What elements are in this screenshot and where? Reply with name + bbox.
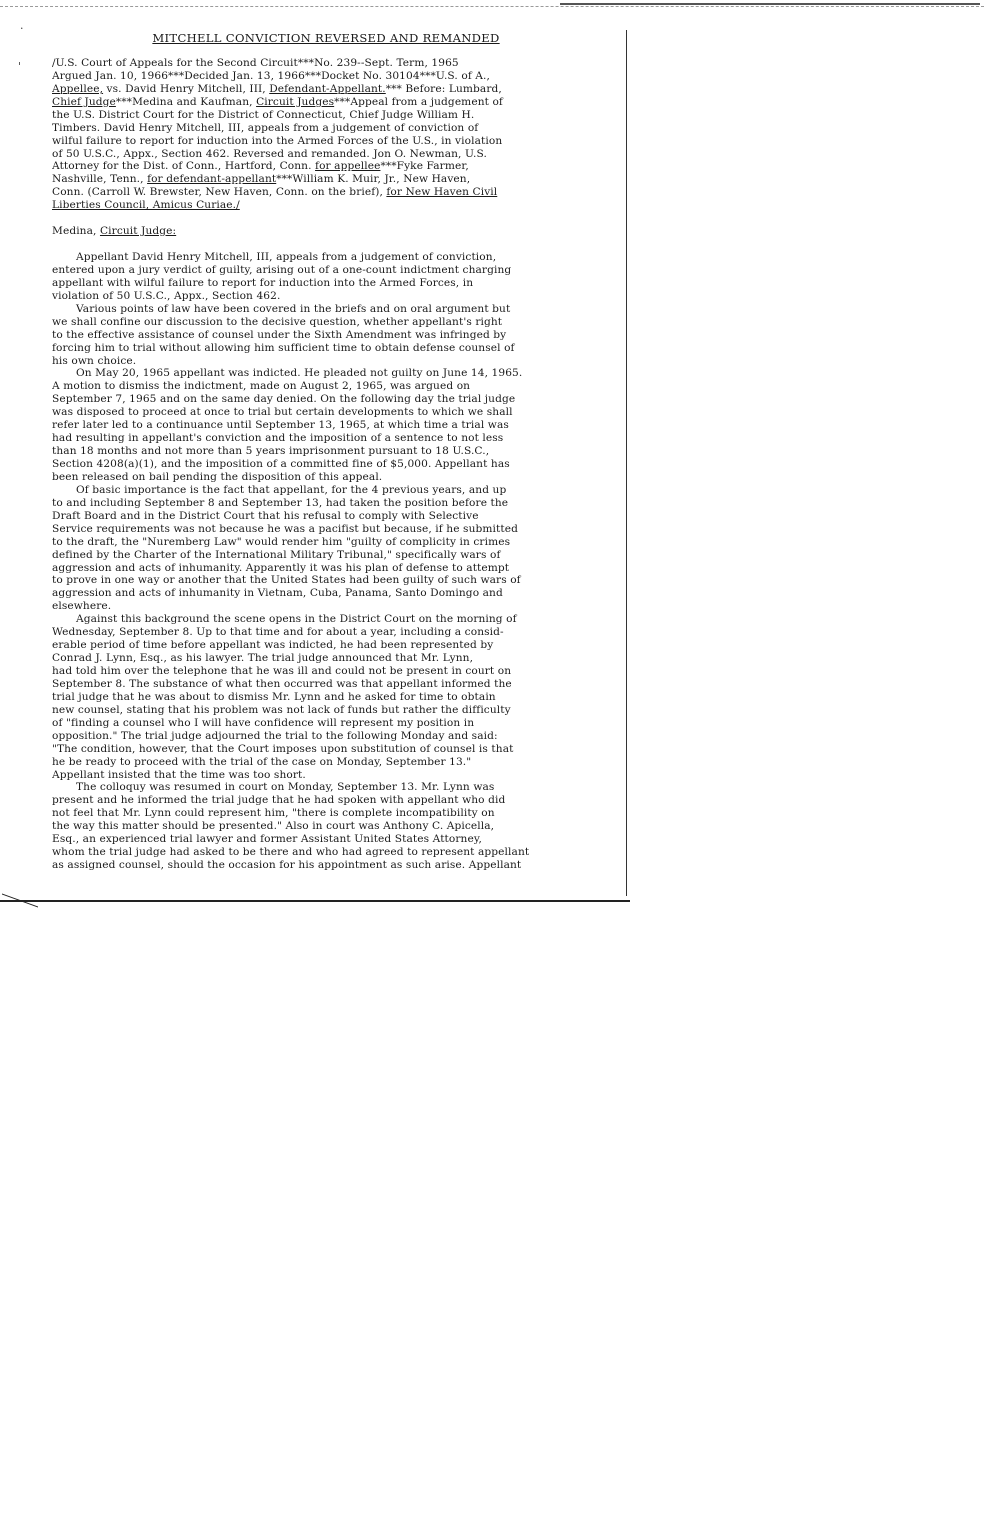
line-text: to and including September 8 and September 13, had taken the position before the <box>52 496 509 509</box>
body-line <box>52 574 600 587</box>
line-text: to the draft, the "Nuremberg Law" would render him "guilty of complicity in crimes <box>52 535 511 548</box>
body-line <box>52 432 600 445</box>
line-text: Section 4208(a)(1), and the imposition of a committed fine of $5,000. Appellant has <box>52 458 510 471</box>
margin-tick-mark: ' <box>18 60 22 73</box>
body-line <box>52 769 600 782</box>
paragraph-gap <box>52 238 600 251</box>
line-text: opposition." The trial judge adjourned the trial to the following Monday and said: <box>52 729 498 742</box>
body-line <box>52 691 600 704</box>
line-text: refer later led to a continuance until September 13, 1965, at which time a trial was <box>52 419 509 432</box>
body-line <box>52 445 600 458</box>
header-line <box>52 109 600 122</box>
line-text: erable period of time before appellant was indicted, he had been represented by <box>52 639 494 652</box>
line-text: aggression and acts of inhumanity. Apparently it was his plan of defense to attempt <box>52 561 510 574</box>
body-line <box>52 820 600 833</box>
header-line <box>52 135 600 148</box>
line-text: of 50 U.S.C., Appx., Section 462. Reversed and remanded. Jon O. Newman, U.S. <box>52 147 487 160</box>
body-line <box>52 523 600 536</box>
body-line <box>52 859 600 872</box>
line-text: Appellant David Henry Mitchell, III, appeals from a judgement of conviction, <box>76 251 497 264</box>
line-text: Appellant insisted that the time was too short. <box>52 768 306 781</box>
line-text: of "finding a counsel who I will have confidence will represent my position in <box>52 716 475 729</box>
case-header-block <box>52 57 600 212</box>
top-edge-rule <box>560 3 980 5</box>
line-text: the U.S. District Court for the District of Connecticut, Chief Judge William H. <box>52 108 475 121</box>
line-text: Of basic importance is the fact that appellant, for the 4 previous years, and up <box>76 483 507 496</box>
line-text: had told him over the telephone that he was ill and could not be present in court on <box>52 665 512 678</box>
paragraph-first-line <box>52 484 600 497</box>
header-line <box>52 186 600 199</box>
body-line <box>52 458 600 471</box>
paragraph-first-line <box>52 367 600 380</box>
top-dashed-rule <box>0 6 984 7</box>
header-line <box>52 199 600 212</box>
line-text: aggression and acts of inhumanity in Vietnam, Cuba, Panama, Santo Domingo and <box>52 587 503 600</box>
body-line <box>52 665 600 678</box>
line-text: Against this background the scene opens in the District Court on the morning of <box>76 613 517 626</box>
header-line <box>52 57 600 70</box>
underlined-text: Circuit Judges <box>256 95 335 108</box>
line-text: present and he informed the trial judge that he had spoken with appellant who did <box>52 794 506 807</box>
body-line <box>52 406 600 419</box>
corner-pen-mark <box>2 879 38 907</box>
line-text: trial judge that he was about to dismiss Mr. Lynn and he asked for time to obtain <box>52 690 496 703</box>
right-column-border <box>626 30 627 896</box>
line-text: new counsel, stating that his problem was not lack of funds but rather the difficulty <box>52 703 511 716</box>
document-title: MITCHELL CONVICTION REVERSED AND REMANDED <box>152 31 500 45</box>
line-text: forcing him to trial without allowing him sufficient time to obtain defense counsel of <box>52 341 515 354</box>
underlined-text: for defendant-appellant <box>147 173 277 186</box>
line-text: to prove in one way or another that the United States had been guilty of such wars of <box>52 574 521 587</box>
body-line <box>52 316 600 329</box>
line-text: September 7, 1965 and on the same day denied. On the following day the trial judge <box>52 393 516 406</box>
line-text: whom the trial judge had asked to be there and who had agreed to represent appellant <box>52 846 530 859</box>
bottom-column-border <box>0 900 630 902</box>
body-line <box>52 471 600 484</box>
line-text: we shall confine our discussion to the decisive question, whether appellant's right <box>52 315 503 328</box>
line-text: vs. David Henry Mitchell, III, <box>103 82 270 95</box>
body-line <box>52 756 600 769</box>
underlined-text: for New Haven Civil <box>386 186 498 199</box>
body-line <box>52 562 600 575</box>
line-text: Conn. (Carroll W. Brewster, New Haven, Conn. on the brief), <box>52 186 387 199</box>
body-line <box>52 277 600 290</box>
body-line <box>52 743 600 756</box>
line-text: Medina, <box>52 225 100 238</box>
underlined-text: for appellee <box>315 160 381 173</box>
line-text: /U.S. Court of Appeals for the Second Circuit***No. 239--Sept. Term, 1965 <box>52 56 459 69</box>
underlined-text: Circuit Judge: <box>99 225 177 238</box>
paragraph-gap <box>52 212 600 225</box>
margin-dot-mark: · <box>20 22 24 35</box>
line-text: not feel that Mr. Lynn could represent him, "there is complete incompatibility on <box>52 807 495 820</box>
document-page <box>52 32 600 872</box>
line-text: Attorney for the Dist. of Conn., Hartford, Conn. <box>52 160 316 173</box>
header-line <box>52 122 600 135</box>
line-text: ***William K. Muir, Jr., New Haven, <box>276 173 471 186</box>
body-line <box>52 510 600 523</box>
underlined-text: Liberties Council, Amicus Curiae./ <box>52 199 240 212</box>
line-text: A motion to dismiss the indictment, made on August 2, 1965, was argued on <box>52 380 471 393</box>
paragraph-first-line <box>52 303 600 316</box>
line-text: the way this matter should be presented." Also in court was Anthony C. Apicella, <box>52 820 495 833</box>
line-text: Various points of law have been covered in the briefs and on oral argument but <box>76 302 511 315</box>
body-line <box>52 419 600 432</box>
header-line <box>52 96 600 109</box>
body-line <box>52 730 600 743</box>
underlined-text: Chief Judge <box>52 95 116 108</box>
line-text: than 18 months and not more than 5 years imprisonment pursuant to 18 U.S.C., <box>52 445 490 458</box>
header-line <box>52 148 600 161</box>
line-text: The colloquy was resumed in court on Monday, September 13. Mr. Lynn was <box>76 781 495 794</box>
body-line <box>52 639 600 652</box>
body-line <box>52 794 600 807</box>
body-line <box>52 652 600 665</box>
underlined-text: Defendant-Appellant. <box>269 82 386 95</box>
line-text: defined by the Charter of the International Military Tribunal," specifically wars of <box>52 548 501 561</box>
line-text: appellant with wilful failure to report for induction into the Armed Forces, in <box>52 276 474 289</box>
opinion-body <box>52 251 600 872</box>
paragraph-first-line <box>52 251 600 264</box>
line-text: entered upon a jury verdict of guilty, arising out of a one-count indictment charging <box>52 263 512 276</box>
body-line <box>52 380 600 393</box>
line-text: Draft Board and in the District Court that his refusal to comply with Selective <box>52 509 479 522</box>
line-text: as assigned counsel, should the occasion for his appointment as such arise. Appellant <box>52 859 522 872</box>
paragraph-first-line <box>52 613 600 626</box>
body-line <box>52 704 600 717</box>
line-text: Esq., an experienced trial lawyer and former Assistant United States Attorney, <box>52 833 482 846</box>
line-text: September 8. The substance of what then occurred was that appellant informed the <box>52 677 512 690</box>
line-text: "The condition, however, that the Court imposes upon substitution of counsel is that <box>52 742 514 755</box>
line-text: ***Appeal from a judgement of <box>334 95 503 108</box>
body-line <box>52 600 600 613</box>
line-text: Nashville, Tenn., <box>52 173 148 186</box>
body-line <box>52 290 600 303</box>
header-line <box>52 160 600 173</box>
body-line <box>52 833 600 846</box>
body-line <box>52 549 600 562</box>
line-text: Argued Jan. 10, 1966***Decided Jan. 13, 1966***Docket No. 30104***U.S. of A., <box>52 69 490 82</box>
paragraph-first-line <box>52 781 600 794</box>
body-line <box>52 393 600 406</box>
header-line <box>52 70 600 83</box>
body-line <box>52 355 600 368</box>
body-line <box>52 807 600 820</box>
line-text: Timbers. David Henry Mitchell, III, appeals from a judgement of conviction of <box>52 121 479 134</box>
body-line <box>52 264 600 277</box>
body-line <box>52 342 600 355</box>
body-line <box>52 678 600 691</box>
body-line <box>52 626 600 639</box>
body-line <box>52 587 600 600</box>
line-text: *** Before: Lumbard, <box>385 82 502 95</box>
body-line <box>52 536 600 549</box>
opinion-author-line <box>52 225 600 238</box>
line-text: his own choice. <box>52 354 137 367</box>
line-text: had resulting in appellant's conviction and the imposition of a sentence to not less <box>52 432 504 445</box>
line-text: Service requirements was not because he was a pacifist but because, if he submitted <box>52 522 518 535</box>
header-line <box>52 83 600 96</box>
line-text: wilful failure to report for induction into the Armed Forces of the U.S., in violation <box>52 134 503 147</box>
body-line <box>52 717 600 730</box>
underlined-text: Appellee, <box>52 82 104 95</box>
line-text: violation of 50 U.S.C., Appx., Section 462. <box>52 289 281 302</box>
line-text: to the effective assistance of counsel under the Sixth Amendment was infringed by <box>52 328 507 341</box>
body-line <box>52 329 600 342</box>
line-text: been released on bail pending the disposition of this appeal. <box>52 470 383 483</box>
line-text: was disposed to proceed at once to trial but certain developments to which we shall <box>52 406 513 419</box>
line-text: ***Medina and Kaufman, <box>115 95 257 108</box>
line-text: elsewhere. <box>52 600 112 613</box>
line-text: he be ready to proceed with the trial of the case on Monday, September 13." <box>52 755 472 768</box>
body-line <box>52 846 600 859</box>
line-text: On May 20, 1965 appellant was indicted. He pleaded not guilty on June 14, 1965. <box>76 367 523 380</box>
line-text: Conrad J. Lynn, Esq., as his lawyer. The trial judge announced that Mr. Lynn, <box>52 652 474 665</box>
body-line <box>52 497 600 510</box>
header-line <box>52 173 600 186</box>
line-text: ***Fyke Farmer, <box>380 160 469 173</box>
line-text: Wednesday, September 8. Up to that time and for about a year, including a consid- <box>52 626 504 639</box>
